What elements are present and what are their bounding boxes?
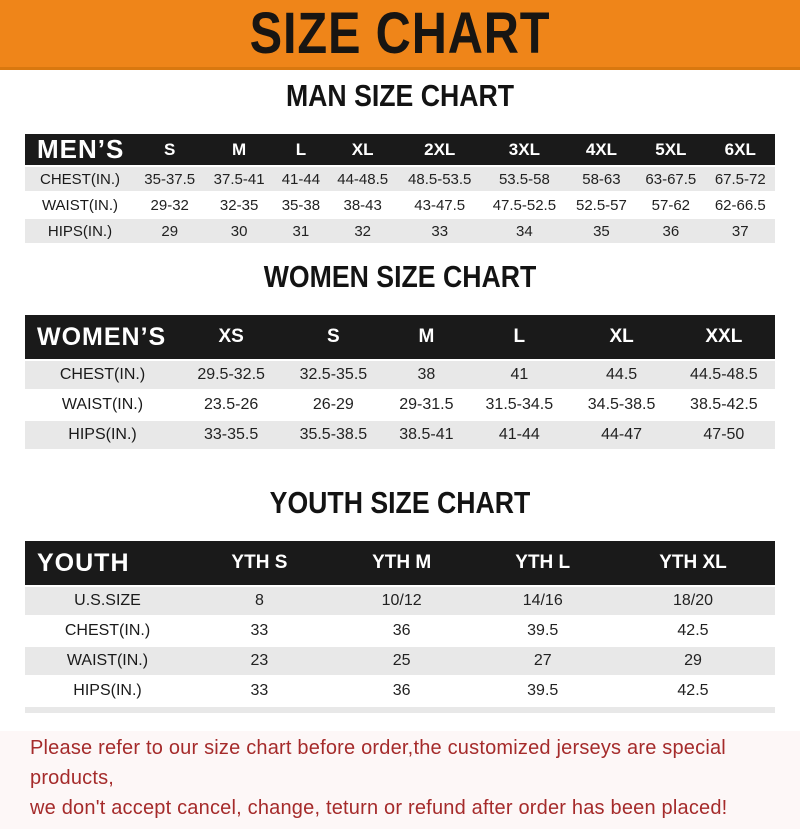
size-value: 58-63 bbox=[567, 167, 636, 191]
size-value: 32.5-35.5 bbox=[282, 361, 384, 389]
size-value: 44.5-48.5 bbox=[673, 361, 775, 389]
table-row bbox=[25, 391, 775, 419]
column-header: 6XL bbox=[706, 134, 775, 165]
size-value: 29 bbox=[135, 219, 204, 243]
table-row bbox=[25, 647, 775, 675]
size-value: 38-43 bbox=[328, 193, 397, 217]
column-header: M bbox=[204, 134, 273, 165]
table-header-label: MEN’S bbox=[25, 134, 135, 165]
column-header: XXL bbox=[673, 315, 775, 359]
size-value: 47.5-52.5 bbox=[482, 193, 567, 217]
men-section bbox=[0, 80, 800, 245]
size-value: 35.5-38.5 bbox=[282, 421, 384, 449]
size-value: 41-44 bbox=[274, 167, 328, 191]
size-value: 42.5 bbox=[611, 617, 775, 645]
table-header-row bbox=[25, 541, 775, 585]
size-value: 35-37.5 bbox=[135, 167, 204, 191]
youth-table-header bbox=[25, 541, 775, 585]
size-value: 35-38 bbox=[274, 193, 328, 217]
youth-section-title: YOUTH SIZE CHART bbox=[269, 485, 531, 520]
size-value: 32-35 bbox=[204, 193, 273, 217]
size-value: 41 bbox=[468, 361, 570, 389]
size-value: 14/16 bbox=[474, 587, 611, 615]
table-header-row bbox=[25, 315, 775, 359]
men-section-title: MAN SIZE CHART bbox=[285, 78, 515, 113]
page-title: SIZE CHART bbox=[249, 0, 551, 66]
column-header: M bbox=[385, 315, 469, 359]
table-header-label: YOUTH bbox=[25, 541, 190, 585]
row-label: WAIST(IN.) bbox=[25, 391, 180, 419]
column-header: YTH XL bbox=[611, 541, 775, 585]
row-label: WAIST(IN.) bbox=[25, 647, 190, 675]
content bbox=[0, 80, 800, 715]
column-header: 5XL bbox=[636, 134, 705, 165]
size-value: 37 bbox=[706, 219, 775, 243]
column-header: 3XL bbox=[482, 134, 567, 165]
table-row bbox=[25, 677, 775, 705]
table-row bbox=[25, 617, 775, 645]
table-row bbox=[25, 361, 775, 389]
size-value: 48.5-53.5 bbox=[397, 167, 482, 191]
column-header: XS bbox=[180, 315, 282, 359]
size-value: 62-66.5 bbox=[706, 193, 775, 217]
size-value: 44.5 bbox=[570, 361, 672, 389]
size-value: 31.5-34.5 bbox=[468, 391, 570, 419]
youth-section bbox=[0, 487, 800, 715]
size-value: 33 bbox=[190, 677, 329, 705]
column-header: XL bbox=[328, 134, 397, 165]
youth-size-table bbox=[25, 539, 775, 715]
size-value: 29-31.5 bbox=[385, 391, 469, 419]
table-header-row bbox=[25, 134, 775, 165]
size-value: 18/20 bbox=[611, 587, 775, 615]
size-value: 26-29 bbox=[282, 391, 384, 419]
table-row bbox=[25, 167, 775, 191]
size-value: 29-32 bbox=[135, 193, 204, 217]
row-label: HIPS(IN.) bbox=[25, 219, 135, 243]
size-value: 23 bbox=[190, 647, 329, 675]
size-value: 35 bbox=[567, 219, 636, 243]
column-header: L bbox=[468, 315, 570, 359]
column-header: S bbox=[135, 134, 204, 165]
row-label: HIPS(IN.) bbox=[25, 677, 190, 705]
size-value: 39.5 bbox=[474, 617, 611, 645]
table-row bbox=[25, 587, 775, 615]
row-label: U.S.SIZE bbox=[25, 587, 190, 615]
men-size-table bbox=[25, 132, 775, 245]
column-header: YTH S bbox=[190, 541, 329, 585]
table-row bbox=[25, 193, 775, 217]
size-value: 67.5-72 bbox=[706, 167, 775, 191]
size-value: 52.5-57 bbox=[567, 193, 636, 217]
women-table-header bbox=[25, 315, 775, 359]
size-value: 33-35.5 bbox=[180, 421, 282, 449]
women-table-body bbox=[25, 361, 775, 449]
notice-line-2: we don't accept cancel, change, teturn or refund after order has been placed! bbox=[30, 797, 728, 819]
column-header: L bbox=[274, 134, 328, 165]
size-value: 30 bbox=[204, 219, 273, 243]
size-value: 10/12 bbox=[329, 587, 475, 615]
banner bbox=[0, 0, 800, 70]
size-value: 23.5-26 bbox=[180, 391, 282, 419]
men-table-header bbox=[25, 134, 775, 165]
size-value: 37.5-41 bbox=[204, 167, 273, 191]
notice-line-1: Please refer to our size chart before order,the customized jerseys are special products, bbox=[30, 737, 726, 789]
column-header: YTH L bbox=[474, 541, 611, 585]
size-value: 44-48.5 bbox=[328, 167, 397, 191]
size-value: 29.5-32.5 bbox=[180, 361, 282, 389]
size-value: 36 bbox=[329, 677, 475, 705]
size-value: 27 bbox=[474, 647, 611, 675]
column-header: 4XL bbox=[567, 134, 636, 165]
column-header: XL bbox=[570, 315, 672, 359]
size-value: 57-62 bbox=[636, 193, 705, 217]
size-value: 38 bbox=[385, 361, 469, 389]
size-value: 38.5-42.5 bbox=[673, 391, 775, 419]
row-label: HIPS(IN.) bbox=[25, 421, 180, 449]
row-label: CHEST(IN.) bbox=[25, 617, 190, 645]
size-value: 39.5 bbox=[474, 677, 611, 705]
size-value: 63-67.5 bbox=[636, 167, 705, 191]
column-header: YTH M bbox=[329, 541, 475, 585]
size-value: 29 bbox=[611, 647, 775, 675]
table-bottom-strip bbox=[25, 707, 775, 713]
table-header-label: WOMEN’S bbox=[25, 315, 180, 359]
size-value: 33 bbox=[190, 617, 329, 645]
size-value: 38.5-41 bbox=[385, 421, 469, 449]
column-header: 2XL bbox=[397, 134, 482, 165]
row-label: CHEST(IN.) bbox=[25, 167, 135, 191]
table-row bbox=[25, 421, 775, 449]
size-value: 36 bbox=[329, 617, 475, 645]
size-value: 36 bbox=[636, 219, 705, 243]
order-notice bbox=[0, 731, 800, 829]
women-size-table bbox=[25, 313, 775, 451]
size-value: 34.5-38.5 bbox=[570, 391, 672, 419]
women-section bbox=[0, 261, 800, 451]
size-value: 42.5 bbox=[611, 677, 775, 705]
column-header: S bbox=[282, 315, 384, 359]
women-section-title: WOMEN SIZE CHART bbox=[263, 259, 537, 294]
men-table-body bbox=[25, 167, 775, 243]
size-value: 32 bbox=[328, 219, 397, 243]
size-value: 33 bbox=[397, 219, 482, 243]
size-value: 25 bbox=[329, 647, 475, 675]
row-label: WAIST(IN.) bbox=[25, 193, 135, 217]
youth-table-body bbox=[25, 587, 775, 705]
bottom-strip-cell bbox=[25, 707, 775, 713]
size-value: 8 bbox=[190, 587, 329, 615]
size-value: 47-50 bbox=[673, 421, 775, 449]
row-label: CHEST(IN.) bbox=[25, 361, 180, 389]
size-value: 43-47.5 bbox=[397, 193, 482, 217]
size-value: 34 bbox=[482, 219, 567, 243]
size-value: 41-44 bbox=[468, 421, 570, 449]
size-value: 53.5-58 bbox=[482, 167, 567, 191]
size-value: 44-47 bbox=[570, 421, 672, 449]
table-row bbox=[25, 219, 775, 243]
size-value: 31 bbox=[274, 219, 328, 243]
